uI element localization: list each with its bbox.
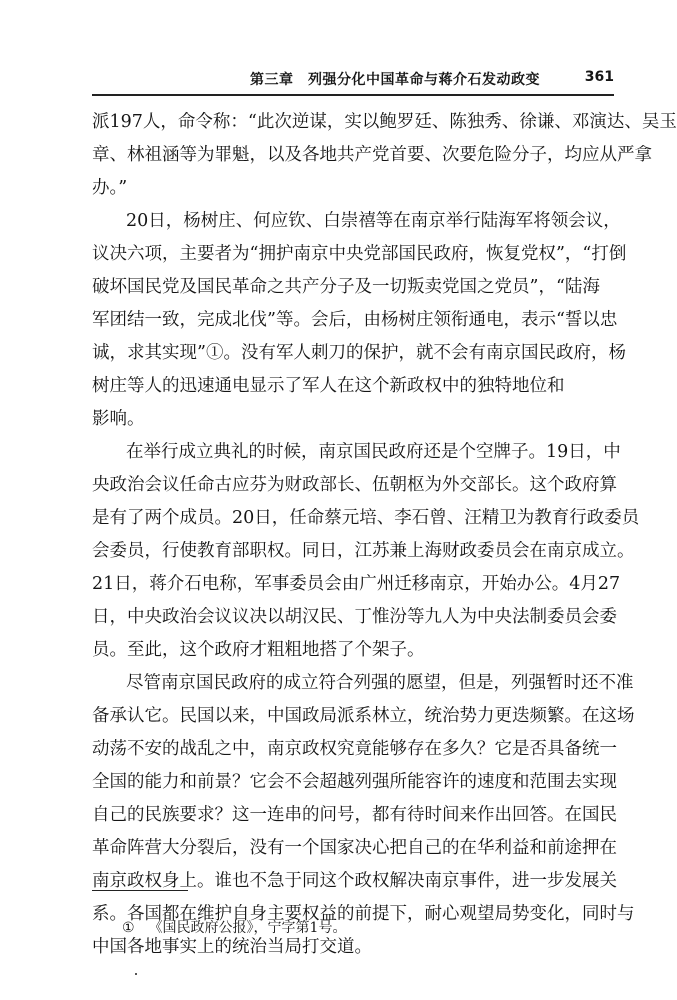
text-line: 中国各地事实上的统治当局打交道。 [92,937,372,957]
text-line: 会委员，行使教育部职权。同日，江苏兼上海财政委员会在南京成立。 [92,541,635,561]
footnote-rule [92,890,188,891]
scan-speck [135,973,137,975]
text-line: 诚，求其实现”①。没有军人刺刀的保护，就不会有南京国民政府，杨 [92,343,626,363]
footnote [122,917,346,937]
text-line: 系。各国都在维护自身主要权益的前提下，耐心观望局势变化，同时与 [92,904,635,924]
text-line: 央政治会议任命古应芬为财政部长、伍朝枢为外交部长。这个政府算 [92,475,617,495]
text-line: 自己的民族要求？这一连串的问号，都有待时间来作出回答。在国民 [92,805,617,825]
text-line: 备承认它。民国以来，中国政局派系林立，统治势力更迭频繁。在这场 [92,706,635,726]
text-line: 军团结一致，完成北伐”等。会后，由杨树庄领衔通电，表示“誓以忠 [92,310,618,330]
body-text [92,106,677,964]
page-header [92,69,614,89]
text-line: 员。至此，这个政府才粗粗地搭了个架子。 [92,640,425,660]
text-line: 革命阵营大分裂后，没有一个国家决心把自己的在华利益和前途押在 [92,838,617,858]
footnote-mark: ① [122,920,135,936]
text-line: 全国的能力和前景？它会不会超越列强所能容许的速度和范围去实现 [92,772,617,792]
text-line: 尽管南京国民政府的成立符合列强的愿望，但是，列强暂时还不准 [126,673,634,693]
header-rule [92,94,614,96]
text-line: 20日，杨树庄、何应钦、白崇禧等在南京举行陆海军将领会议， [126,211,621,231]
text-line: 影响。 [92,409,145,429]
text-line: 破坏国民党及国民革命之共产分子及一切叛卖党国之党员”，“陆海 [92,277,600,297]
running-title: 第三章 列强分化中国革命与蒋介石发动政变 [250,72,540,88]
page-number: 361 [584,69,614,85]
text-line: 动荡不安的战乱之中，南京政权究竟能够存在多久？它是否具备统一 [92,739,617,759]
text-line: 章、林祖涵等为罪魁，以及各地共产党首要、次要危险分子，均应从严拿 [92,145,652,165]
text-line: 树庄等人的迅速通电显示了军人在这个新政权中的独特地位和 [92,376,565,396]
text-line: 是有了两个成员。20日，任命蔡元培、李石曾、汪精卫为教育行政委员 [92,508,640,528]
text-line: 南京政权身上。谁也不急于同这个政权解决南京事件，进一步发展关 [92,871,617,891]
text-line: 日，中央政治会议议决以胡汉民、丁惟汾等九人为中央法制委员会委 [92,607,617,627]
text-line: 派197人，命令称：“此次逆谋，实以鲍罗廷、陈独秀、徐谦、邓演达、吴玉 [92,112,677,132]
footnote-text: 《国民政府公报》，宁字第1号。 [148,920,347,936]
text-line: 21日，蒋介石电称，军事委员会由广州迁移南京，开始办公。4月27 [92,574,621,594]
text-line: 议决六项，主要者为“拥护南京中央党部国民政府，恢复党权”，“打倒 [92,244,627,264]
text-line: 在举行成立典礼的时候，南京国民政府还是个空牌子。19日，中 [126,442,621,462]
text-line: 办。” [92,178,128,198]
